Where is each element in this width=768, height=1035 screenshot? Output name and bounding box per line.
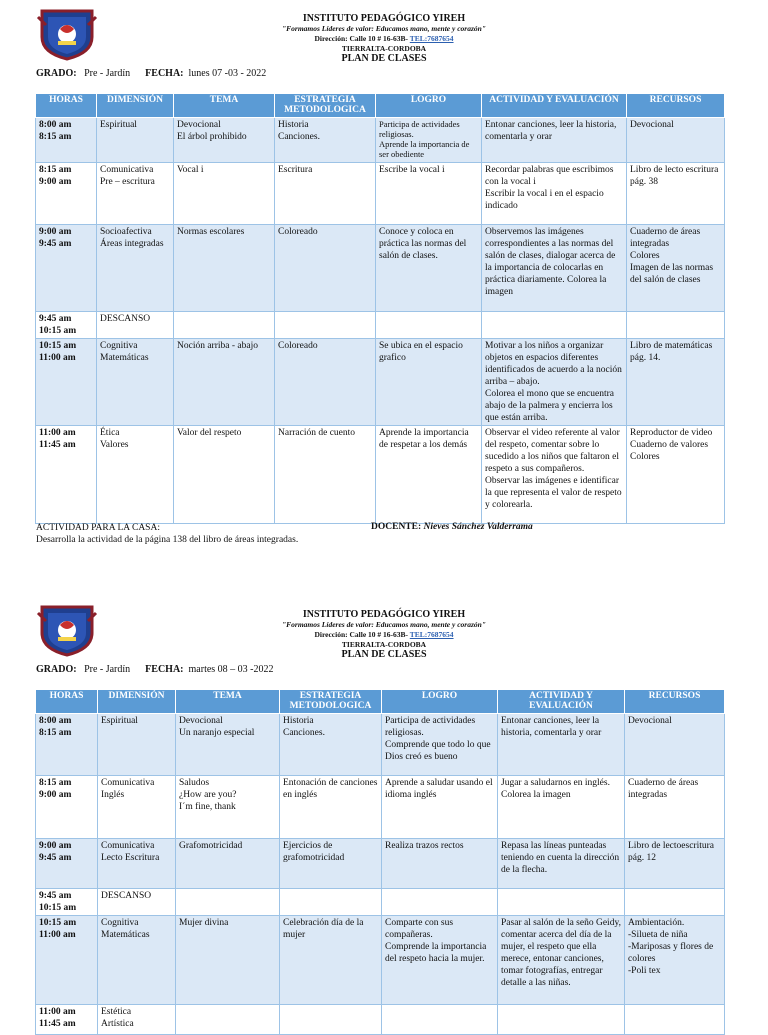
column-header: DIMENSIÓN [98,690,176,714]
cell-horas: 8:15 am 9:00 am [36,776,98,839]
cell-horas: 11:00 am 11:45 am [36,1005,98,1035]
institution-city: TIERRALTA-CORDOBA [341,640,427,649]
grado-fecha-line [36,664,274,675]
cell-estrategia: Historia Canciones. [275,118,376,163]
fecha-label: FECHA: [145,664,184,675]
class-plan-table [35,689,725,1035]
grado-label: GRADO: [36,664,77,675]
cell-dimension: Estética Artística [98,1005,176,1035]
cell-estrategia [275,312,376,339]
fecha-value: lunes 07 -03 - 2022 [188,68,267,79]
teacher-name: Nieves Sánchez Valderrama [423,522,533,532]
table-row [36,889,725,916]
cell-recursos [625,1005,725,1035]
cell-dimension: Ética Valores [97,426,174,524]
column-header: RECURSOS [627,94,725,118]
cell-horas: 9:00 am 9:45 am [36,839,98,889]
cell-horas: 9:45 am 10:15 am [36,312,97,339]
cell-horas: 10:15 am 11:00 am [36,339,97,426]
cell-tema: Devocional Un naranjo especial [176,714,280,776]
document-title: PLAN DE CLASES [341,53,427,64]
institution-header [0,610,768,660]
cell-horas: 9:00 am 9:45 am [36,225,97,312]
cell-dimension: Comunicativa Inglés [98,776,176,839]
cell-recursos: Libro de matemáticas pág. 14. [627,339,725,426]
cell-tema [174,312,275,339]
column-header: HORAS [36,94,97,118]
cell-actividad [482,312,627,339]
cell-logro: Aprende la importancia de respetar a los demás [376,426,482,524]
cell-recursos: Cuaderno de áreas integradas [625,776,725,839]
cell-recursos: Reproductor de video Cuaderno de valores Colores [627,426,725,524]
cell-estrategia: Ejercicios de grafomotricidad [280,839,382,889]
phone-link[interactable]: TEL:7687654 [409,34,454,43]
address-text: Dirección: Calle 10 # 16-63B- [314,34,409,43]
cell-logro: Se ubica en el espacio grafico [376,339,482,426]
column-header: HORAS [36,690,98,714]
grado-label: GRADO: [36,68,77,79]
column-header: DIMENSIÓN [97,94,174,118]
institution-title: INSTITUTO PEDAGÓGICO YIREH [302,13,466,24]
cell-logro [382,1005,498,1035]
table-row [36,776,725,839]
cell-dimension: Cognitiva Matemáticas [97,339,174,426]
teacher-line: DOCENTE: Nieves Sánchez Valderrama [371,522,533,532]
institution-title: INSTITUTO PEDAGÓGICO YIREH [302,609,466,620]
column-header: TEMA [174,94,275,118]
cell-estrategia: Narración de cuento [275,426,376,524]
cell-dimension: Espiritual [98,714,176,776]
cell-tema: Vocal i [174,163,275,225]
cell-actividad: Entonar canciones, leer la historia, comentarla y orar [482,118,627,163]
cell-tema: Normas escolares [174,225,275,312]
cell-tema [176,889,280,916]
cell-dimension: Comunicativa Pre – escritura [97,163,174,225]
cell-tema: Grafomotricidad [176,839,280,889]
table-row [36,714,725,776]
cell-estrategia: Coloreado [275,225,376,312]
cell-logro: Realiza trazos rectos [382,839,498,889]
cell-actividad: Entonar canciones, leer la historia, comentarla y orar [498,714,625,776]
cell-logro: Conoce y coloca en práctica las normas del salón de clases. [376,225,482,312]
table-row [36,1005,725,1035]
cell-estrategia [280,1005,382,1035]
document-title: PLAN DE CLASES [341,649,427,660]
institution-motto: "Formamos Líderes de valor: Educamos mano, mente y corazón" [282,620,486,629]
cell-estrategia: Celebración día de la mujer [280,916,382,1005]
institution-header [0,14,768,64]
cell-dimension: Comunicativa Lecto Escritura [98,839,176,889]
fecha-label: FECHA: [145,68,184,79]
cell-actividad: Motivar a los niños a organizar objetos en espacios diferentes identificados de acuerdo a la noción arriba – abajo. Colorea el mono que se encuentra abajo de la palmera y encierra los que están arriba. [482,339,627,426]
institution-address [0,34,768,44]
table-row [36,839,725,889]
cell-dimension: Socioafectiva Áreas integradas [97,225,174,312]
cell-estrategia [280,889,382,916]
column-header: ACTIVIDAD Y EVALUACIÓN [498,690,625,714]
column-header: ESTRATEGIA METODOLOGICA [280,690,382,714]
cell-recursos: Cuaderno de áreas integradas Colores Imagen de las normas del salón de clases [627,225,725,312]
cell-actividad: Pasar al salón de la seño Geidy, comentar acerca del día de la mujer, el respeto que ella merece, entonar canciones, tomar fotografías, entregar detalle a las niñas. [498,916,625,1005]
column-header: RECURSOS [625,690,725,714]
institution-city: TIERRALTA-CORDOBA [341,44,427,53]
table-row [36,118,725,163]
cell-logro: Participa de actividades religiosas. Aprende la importancia de ser obediente [376,118,482,163]
cell-actividad [498,889,625,916]
cell-logro: Aprende a saludar usando el idioma inglés [382,776,498,839]
cell-dimension: DESCANSO [97,312,174,339]
cell-dimension: Espiritual [97,118,174,163]
institution-motto: "Formamos Líderes de valor: Educamos mano, mente y corazón" [282,24,486,33]
cell-tema [176,1005,280,1035]
cell-actividad: Observar el video referente al valor del respeto, comentar sobre lo sucedido a los niños que faltaron el respeto a sus compañeros. Observar las imágenes e identificar la que representa el valor de respeto y colorearla. [482,426,627,524]
cell-logro: Participa de actividades religiosas. Comprende que todo lo que Dios creó es bueno [382,714,498,776]
cell-actividad: Observemos las imágenes correspondientes a las normas del salón de clases, dialogar acerca de la importancia de colocarlas en práctica diariamente. Colorea la imagen [482,225,627,312]
column-header: ACTIVIDAD Y EVALUACIÓN [482,94,627,118]
cell-estrategia: Coloreado [275,339,376,426]
cell-recursos: Libro de lectoescritura pág. 12 [625,839,725,889]
cell-recursos: Ambientación. -Silueta de niña -Mariposas y flores de colores -Poli tex [625,916,725,1005]
cell-actividad [498,1005,625,1035]
cell-tema: Mujer divina [176,916,280,1005]
class-plan-table [35,93,725,524]
cell-tema: Saludos ¿How are you? I´m fine, thank [176,776,280,839]
table-row [36,426,725,524]
cell-dimension: Cognitiva Matemáticas [98,916,176,1005]
grado-value: Pre - Jardín [84,68,131,79]
cell-dimension: DESCANSO [98,889,176,916]
table-row [36,312,725,339]
cell-tema: Devocional El árbol prohibido [174,118,275,163]
cell-horas: 9:45 am 10:15 am [36,889,98,916]
cell-recursos: Devocional [625,714,725,776]
homework-text: Desarrolla la actividad de la página 138 del libro de áreas integradas. [36,535,299,545]
cell-recursos: Devocional [627,118,725,163]
cell-recursos [627,312,725,339]
cell-estrategia: Escritura [275,163,376,225]
cell-actividad: Repasa las líneas punteadas teniendo en cuenta la dirección de la flecha. [498,839,625,889]
grado-value: Pre - Jardín [84,664,131,675]
cell-horas: 8:00 am 8:15 am [36,118,97,163]
column-header: TEMA [176,690,280,714]
cell-logro: Escribe la vocal i [376,163,482,225]
cell-horas: 10:15 am 11:00 am [36,916,98,1005]
cell-logro [376,312,482,339]
cell-recursos: Libro de lecto escritura pág. 38 [627,163,725,225]
table-row [36,225,725,312]
cell-actividad: Jugar a saludarnos en inglés. Colorea la imagen [498,776,625,839]
table-row [36,916,725,1005]
cell-horas: 8:00 am 8:15 am [36,714,98,776]
column-header: LOGRO [382,690,498,714]
cell-recursos [625,889,725,916]
cell-estrategia: Historia Canciones. [280,714,382,776]
cell-horas: 8:15 am 9:00 am [36,163,97,225]
cell-estrategia: Entonación de canciones en inglés [280,776,382,839]
cell-tema: Noción arriba - abajo [174,339,275,426]
institution-address [0,630,768,640]
cell-logro: Comparte con sus compañeras. Comprende la importancia del respeto hacia la mujer. [382,916,498,1005]
table-row [36,163,725,225]
cell-logro [382,889,498,916]
cell-actividad: Recordar palabras que escribimos con la vocal i Escribir la vocal i en el espacio indicado [482,163,627,225]
cell-horas: 11:00 am 11:45 am [36,426,97,524]
grado-fecha-line [36,68,266,79]
fecha-value: martes 08 – 03 -2022 [188,664,274,675]
cell-tema: Valor del respeto [174,426,275,524]
phone-link[interactable]: TEL:7687654 [409,630,454,639]
table-row [36,339,725,426]
column-header: LOGRO [376,94,482,118]
column-header: ESTRATEGIA METODOLOGICA [275,94,376,118]
homework-label: ACTIVIDAD PARA LA CASA: [36,523,160,533]
teacher-label: DOCENTE [371,522,418,532]
address-text: Dirección: Calle 10 # 16-63B- [314,630,409,639]
